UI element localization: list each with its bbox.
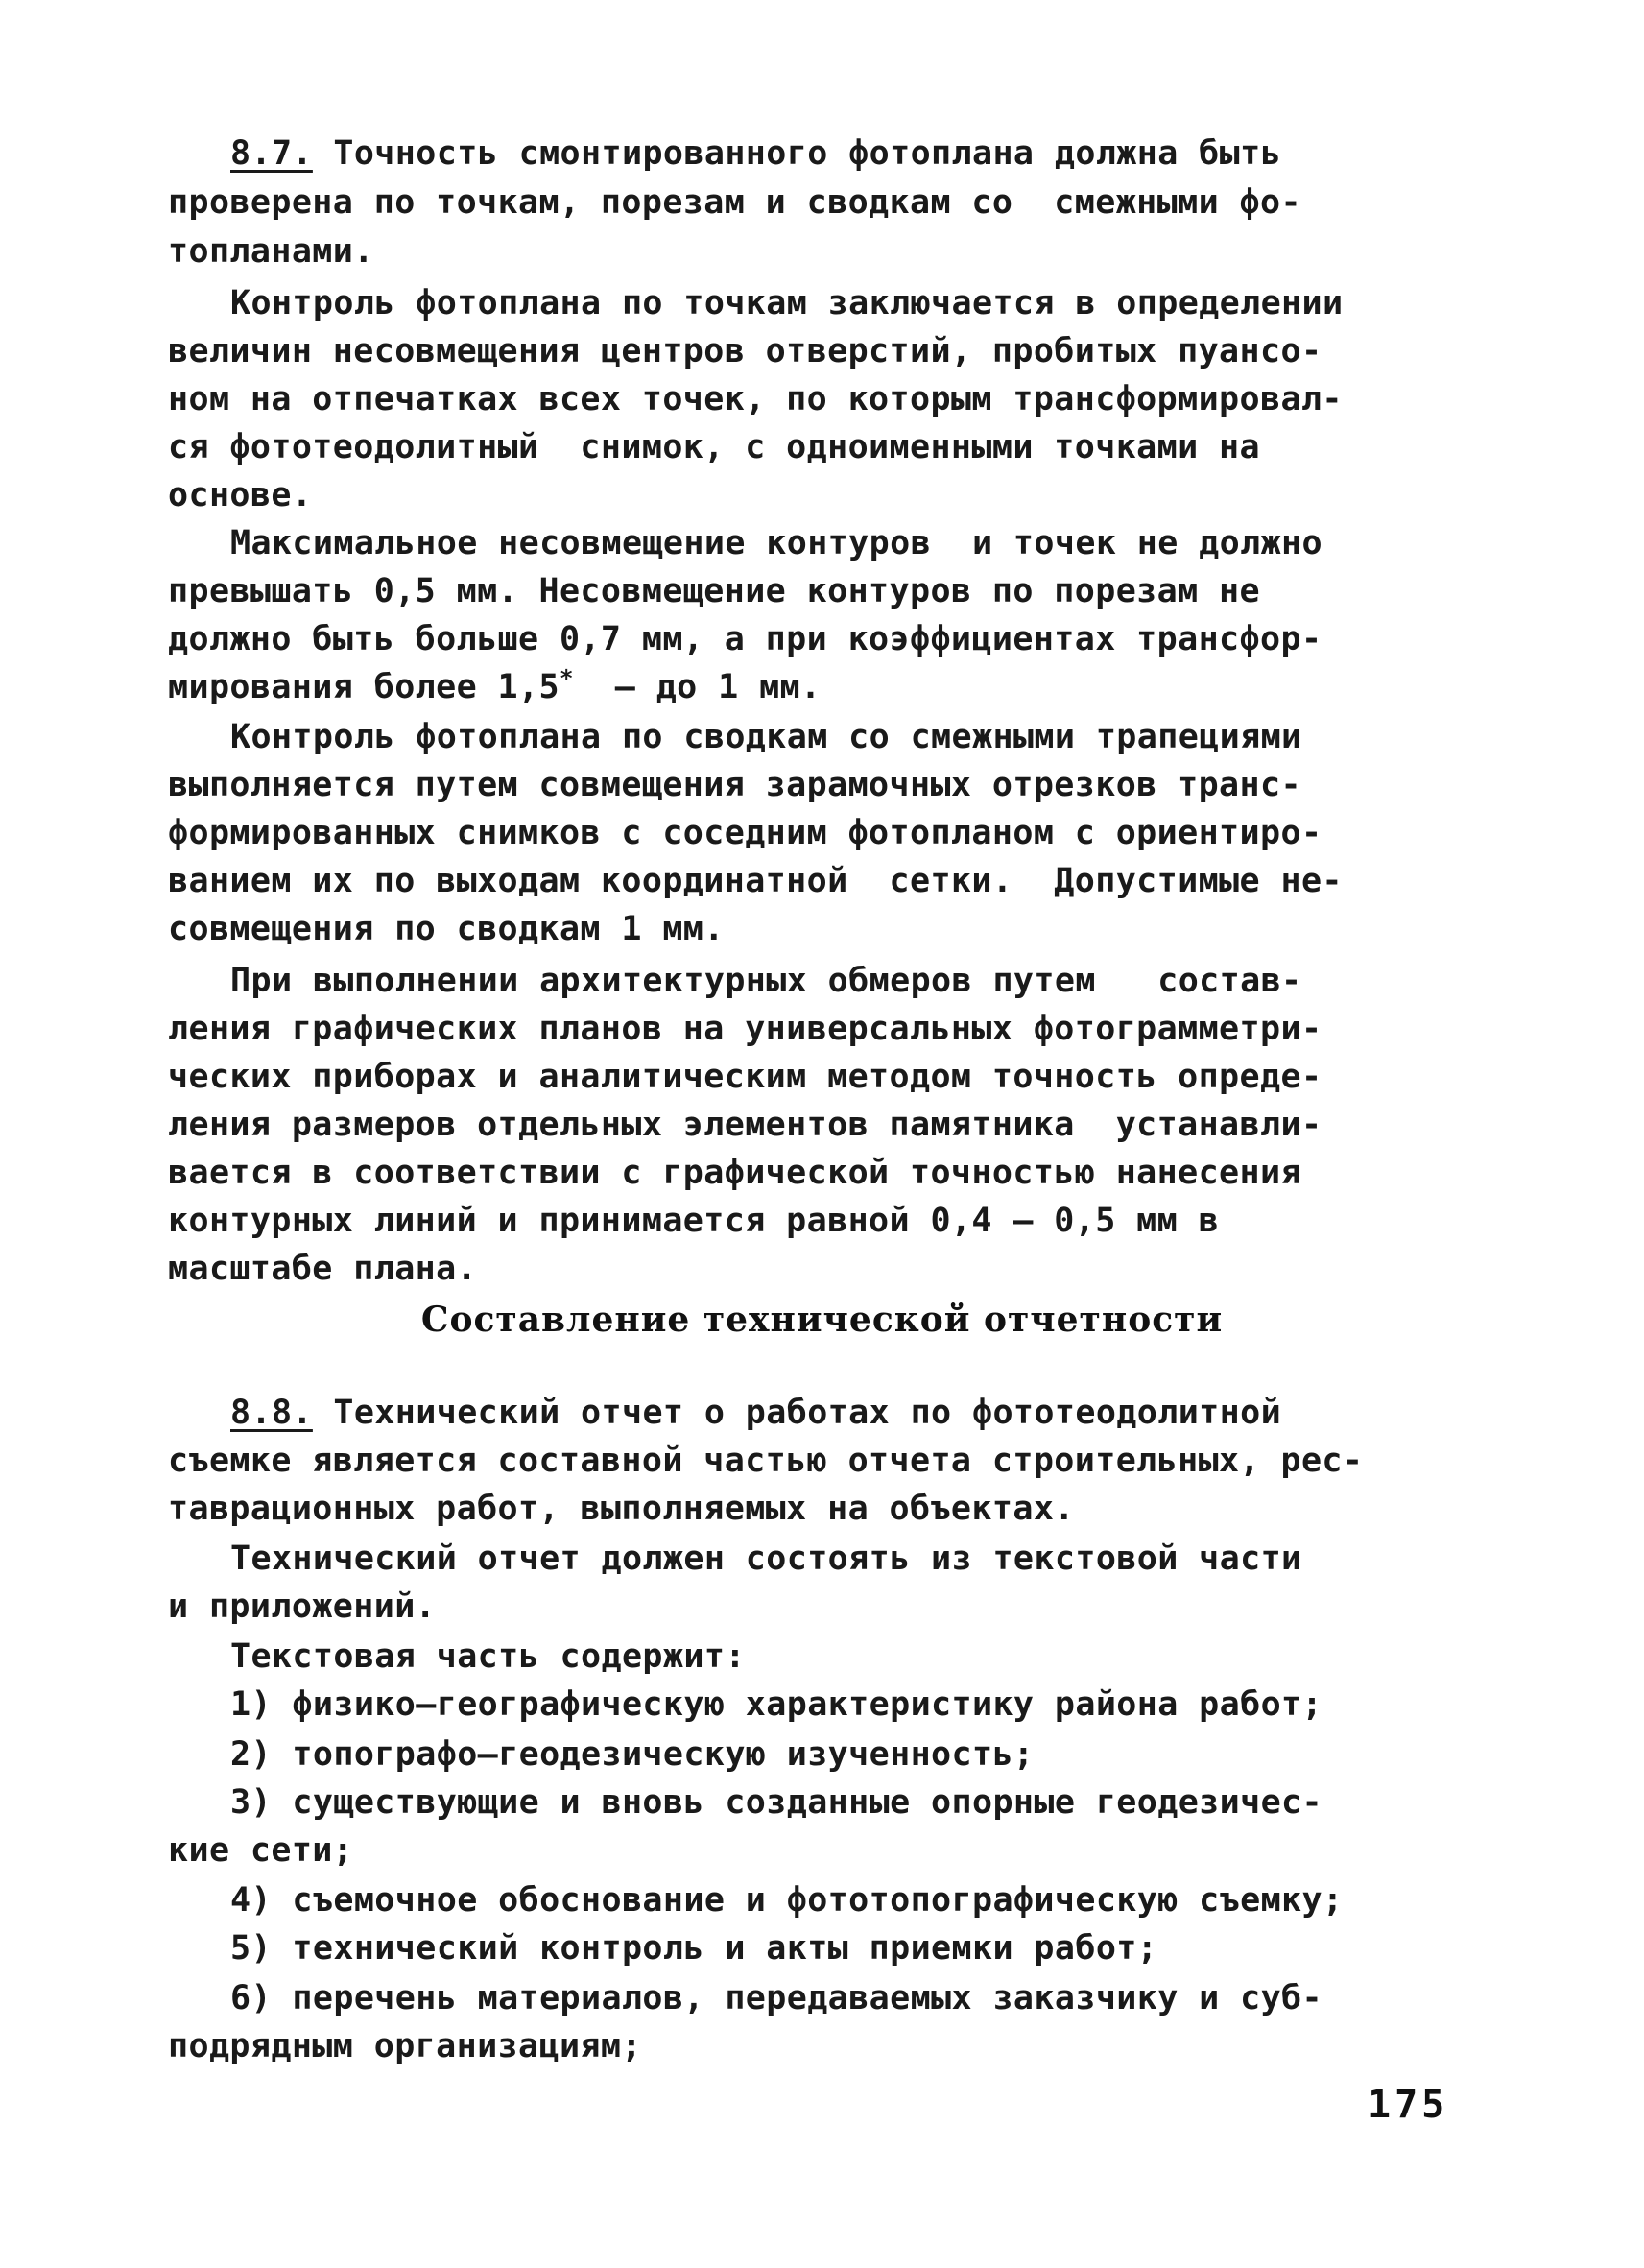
paragraph-8-7-line-3: топланами.: [168, 232, 374, 271]
page-number: 175: [1368, 2083, 1449, 2127]
paragraph-5-line-6: контурных линий и принимается равной 0,4 – 0,5 мм в: [168, 1202, 1220, 1240]
list-item-5: 5) технический контроль и акты приемки работ;: [230, 1929, 1158, 1968]
paragraph-2-line-2: величин несовмещения центров отверстий, пробитых пуансо-: [168, 332, 1322, 370]
paragraph-4-line-5: совмещения по сводкам 1 мм.: [168, 910, 725, 948]
paragraph-5-line-4: ления размеров отдельных элементов памятника устанавли-: [168, 1106, 1322, 1144]
section-heading: Составление технической отчетности: [420, 1300, 1224, 1340]
list-item-4: 4) съемочное обоснование и фототопографическую съемку;: [230, 1881, 1344, 1920]
paragraph-3-line-4: мирования более 1,5* – до 1 мм.: [168, 664, 822, 706]
paragraph-5-line-1: При выполнении архитектурных обмеров путем состав-: [230, 962, 1302, 1000]
paragraph-7-line-1: Технический отчет должен состоять из текстовой части: [230, 1540, 1302, 1578]
paragraph-8-7-line-1: 8.7. Точность смонтированного фотоплана должна быть: [230, 134, 1282, 173]
paragraph-5-line-5: вается в соответствии с графической точностью нанесения: [168, 1154, 1301, 1192]
paragraph-7-line-2: и приложений.: [168, 1588, 437, 1626]
paragraph-3-line-2: превышать 0,5 мм. Несовмещение контуров по порезам не: [168, 572, 1261, 610]
footnote-mark: *: [559, 664, 574, 692]
paragraph-2-line-3: ном на отпечатках всех точек, по которым трансформировал-: [168, 380, 1343, 418]
paragraph-5-line-2: ления графических планов на универсальных фотограмметри-: [168, 1010, 1322, 1048]
paragraph-5-line-7: масштабе плана.: [168, 1250, 478, 1288]
paragraph-4-line-1: Контроль фотоплана по сводкам со смежными трапециями: [230, 718, 1302, 756]
section-number-8-8: 8.8.: [230, 1394, 313, 1432]
paragraph-8-7-line-2: проверена по точкам, порезам и сводкам со смежными фо-: [168, 183, 1301, 222]
paragraph-5-line-3: ческих приборах и аналитическим методом точность опреде-: [168, 1058, 1322, 1096]
paragraph-2-line-1: Контроль фотоплана по точкам заключается в определении: [230, 284, 1344, 322]
paragraph-8-8-line-1: 8.8. Технический отчет о работах по фототеодолитной: [230, 1394, 1282, 1432]
paragraph-3-line-3: должно быть больше 0,7 мм, а при коэффициентах трансфор-: [168, 620, 1322, 658]
paragraph-8-8-line-2: съемке является составной частью отчета строительных, рес-: [168, 1442, 1364, 1480]
list-item-6-line-1: 6) перечень материалов, передаваемых заказчику и суб-: [230, 1979, 1323, 2017]
list-item-3-line-1: 3) существующие и вновь созданные опорные геодезичес-: [230, 1783, 1323, 1822]
paragraph-2-line-4: ся фототеодолитный снимок, с одноименными точками на: [168, 428, 1261, 466]
paragraph-3-line-1: Максимальное несовмещение контуров и точек не должно: [230, 524, 1323, 562]
list-item-3-line-2: кие сети;: [168, 1831, 354, 1870]
list-item-1: 1) физико–географическую характеристику района работ;: [230, 1685, 1323, 1724]
list-item-2: 2) топографо–геодезическую изученность;: [230, 1735, 1035, 1774]
paragraph-4-line-2: выполняется путем совмещения зарамочных отрезков транс-: [168, 766, 1301, 804]
paragraph-2-line-5: основе.: [168, 476, 313, 514]
paragraph-4-line-4: ванием их по выходам координатной сетки. Допустимые не-: [168, 862, 1343, 900]
list-item-6-line-2: подрядным организациям;: [168, 2027, 642, 2065]
paragraph-8-8-line-3: таврационных работ, выполняемых на объектах.: [168, 1490, 1075, 1528]
section-number-8-7: 8.7.: [230, 134, 313, 173]
paragraph-8-line-1: Текстовая часть содержит:: [230, 1637, 746, 1676]
paragraph-4-line-3: формированных снимков с соседним фотопланом с ориентиро-: [168, 814, 1322, 852]
